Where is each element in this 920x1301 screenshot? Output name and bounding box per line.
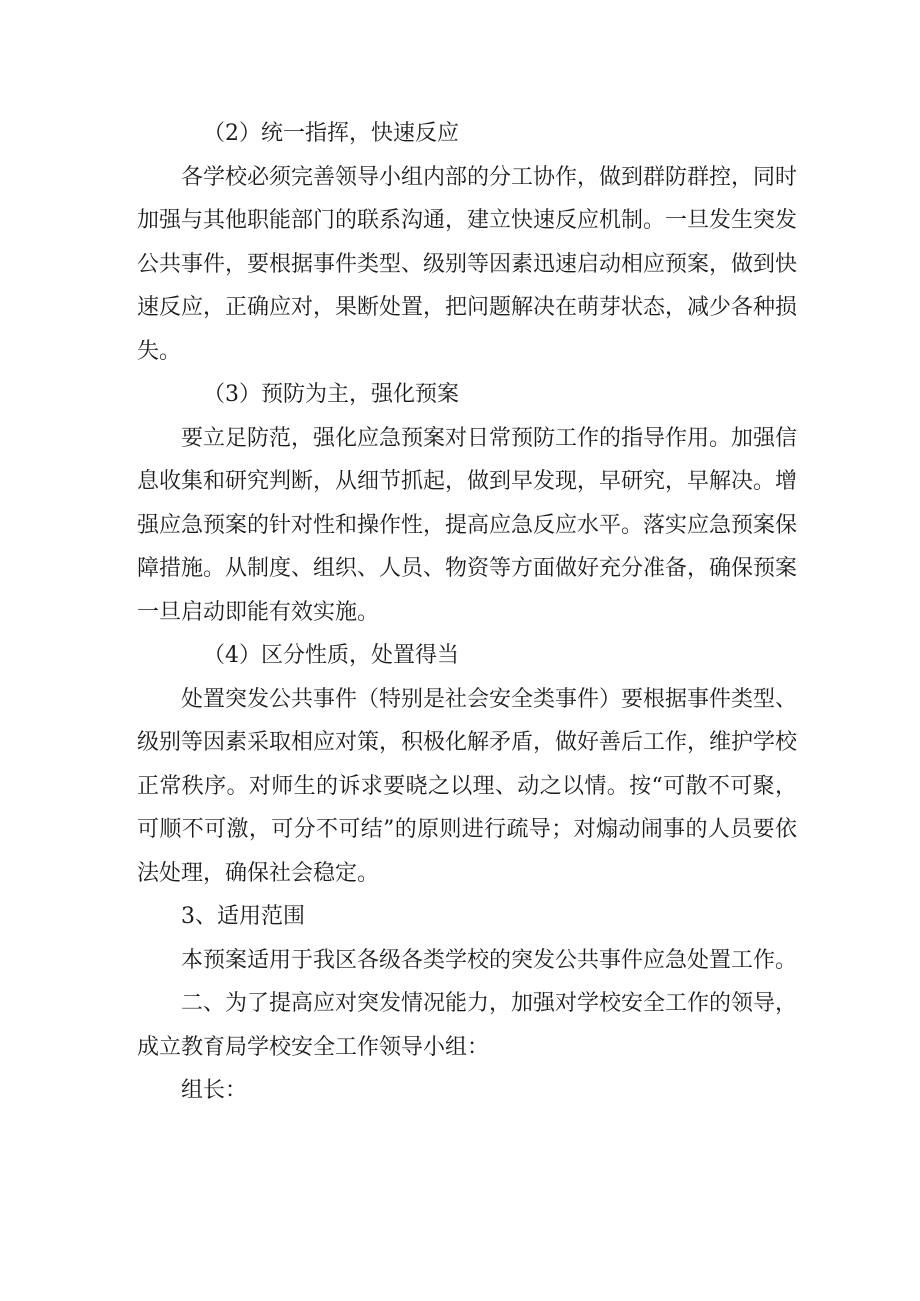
document-body [137,112,797,1113]
paragraph-prevention: 要立足防范，强化应急预案对日常预防工作的指导作用。加强信息收集和研究判断，从细节抓起，做到早发现，早研究，早解决。增强应急预案的针对性和操作性，提高应急反应水平。落实应急预案保障措施。从制度、组织、人员、物资等方面做好充分准备，确保预案一旦启动即能有效实施。 [137,425,798,625]
leader-label: 组长： [181,1078,248,1103]
section-heading-distinguish: （4）区分性质，处置得当 [203,643,459,668]
paragraph-leadership-group: 二、为了提高应对突发情况能力，加强对学校安全工作的领导，成立教育局学校安全工作领导小组： [137,991,798,1060]
section-heading-scope: 3、适用范围 [181,904,305,929]
section-heading-prevention: （3）预防为主，强化预案 [203,382,459,407]
paragraph-unified-command: 各学校必须完善领导小组内部的分工协作，做到群防群控，同时加强与其他职能部门的联系沟通，建立快速反应机制。一旦发生突发公共事件，要根据事件类型、级别等因素迅速启动相应预案，做到快速反应，正确应对，果断处置，把问题解决在萌芽状态，减少各种损失。 [137,164,798,364]
paragraph-scope: 本预案适用于我区各级各类学校的突发公共事件应急处置工作。 [181,947,798,973]
section-heading-unified-command: （2）统一指挥，快速反应 [203,121,459,146]
paragraph-distinguish: 处置突发公共事件（特别是社会安全类事件）要根据事件类型、级别等因素采取相应对策，积极化解矛盾，做好善后工作，维护学校正常秩序。对师生的诉求要晓之以理、动之以情。按“可散不可聚，可顺不可激，可分不可结”的原则进行疏导；对煽动闹事的人员要依法处理，确保社会稳定。 [137,686,798,886]
